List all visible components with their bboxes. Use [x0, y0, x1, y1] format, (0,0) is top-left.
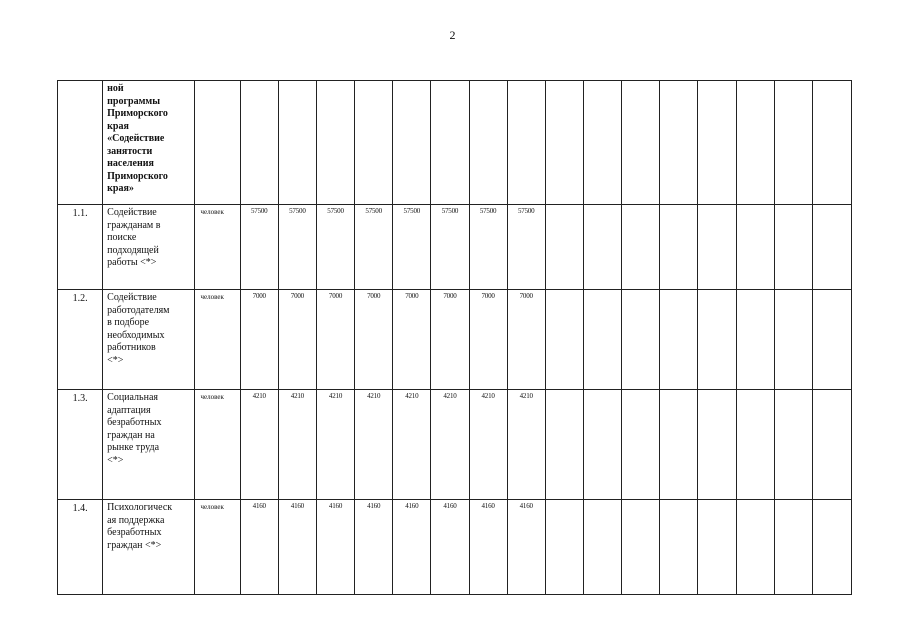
name-line: населения: [107, 158, 154, 169]
empty-cell: [469, 81, 507, 205]
value-cell: 7000: [316, 290, 354, 390]
empty-cell: [698, 500, 736, 595]
name-line: работодателям: [107, 304, 170, 316]
empty-cell: [622, 390, 660, 500]
table-body: [58, 81, 852, 595]
empty-cell: [622, 290, 660, 390]
value-cell: 57500: [316, 205, 354, 290]
value-cell: 4210: [240, 390, 278, 500]
value-cell: 4210: [469, 390, 507, 500]
empty-cell: [736, 390, 774, 500]
empty-cell: [240, 81, 278, 205]
value-cell: 4160: [240, 500, 278, 595]
empty-cell: [774, 390, 812, 500]
empty-cell: [545, 81, 583, 205]
name-line: Приморского: [107, 170, 168, 182]
row-name: [103, 500, 194, 595]
table-row: [58, 205, 852, 290]
row-unit: [194, 81, 240, 205]
row-unit: человек: [194, 205, 240, 290]
name-line: Содействие: [107, 292, 157, 303]
empty-cell: [698, 390, 736, 500]
value-cell: 4160: [469, 500, 507, 595]
table-row: [58, 500, 852, 595]
empty-cell: [812, 500, 851, 595]
row-name: [103, 390, 194, 500]
name-line: в подборе: [107, 317, 150, 328]
name-line: занятости: [107, 145, 153, 157]
row-number: 1.1.: [58, 205, 103, 290]
name-line: безработных: [107, 417, 162, 428]
empty-cell: [736, 290, 774, 390]
value-cell: 4210: [278, 390, 316, 500]
empty-cell: [774, 205, 812, 290]
empty-cell: [583, 205, 621, 290]
empty-cell: [507, 81, 545, 205]
indicators-table: [57, 80, 852, 595]
empty-cell: [698, 205, 736, 290]
value-cell: 4210: [507, 390, 545, 500]
name-line: «Содействие: [107, 133, 165, 144]
value-cell: 4210: [431, 390, 469, 500]
empty-cell: [316, 81, 354, 205]
value-cell: 7000: [393, 290, 431, 390]
value-cell: 4160: [507, 500, 545, 595]
name-line: граждан <*>: [107, 539, 162, 551]
name-line: работников: [107, 342, 156, 353]
value-cell: 7000: [278, 290, 316, 390]
empty-cell: [774, 81, 812, 205]
value-cell: 7000: [507, 290, 545, 390]
name-line: ая поддержка: [107, 514, 165, 526]
value-cell: 4160: [278, 500, 316, 595]
row-name: [103, 81, 194, 205]
empty-cell: [583, 500, 621, 595]
empty-cell: [660, 290, 698, 390]
empty-cell: [545, 205, 583, 290]
empty-cell: [660, 500, 698, 595]
value-cell: 4160: [431, 500, 469, 595]
empty-cell: [393, 81, 431, 205]
value-cell: 7000: [240, 290, 278, 390]
empty-cell: [545, 290, 583, 390]
row-name: [103, 205, 194, 290]
value-cell: 7000: [469, 290, 507, 390]
name-line: Приморского: [107, 108, 168, 119]
empty-cell: [660, 390, 698, 500]
empty-cell: [622, 205, 660, 290]
table-row: [58, 390, 852, 500]
name-line: безработных: [107, 527, 162, 538]
value-cell: 57500: [393, 205, 431, 290]
value-cell: 4210: [355, 390, 393, 500]
empty-cell: [583, 290, 621, 390]
value-cell: 4160: [393, 500, 431, 595]
value-cell: 4210: [316, 390, 354, 500]
empty-cell: [812, 390, 851, 500]
empty-cell: [774, 500, 812, 595]
empty-cell: [660, 205, 698, 290]
name-line: работы <*>: [107, 257, 157, 268]
name-line: Психологическ: [107, 502, 173, 513]
name-line: <*>: [107, 354, 124, 366]
empty-cell: [583, 390, 621, 500]
value-cell: 57500: [507, 205, 545, 290]
table-row: [58, 290, 852, 390]
empty-cell: [812, 81, 851, 205]
value-cell: 7000: [431, 290, 469, 390]
empty-cell: [698, 290, 736, 390]
empty-cell: [622, 500, 660, 595]
value-cell: 4160: [355, 500, 393, 595]
name-line: программы: [107, 95, 161, 107]
value-cell: 57500: [469, 205, 507, 290]
empty-cell: [278, 81, 316, 205]
name-line: края: [107, 120, 129, 132]
value-cell: 57500: [240, 205, 278, 290]
page-number: 2: [449, 28, 456, 42]
empty-cell: [431, 81, 469, 205]
name-line: необходимых: [107, 329, 165, 341]
empty-cell: [736, 81, 774, 205]
name-line: края»: [107, 183, 134, 194]
row-number: 1.3.: [58, 390, 103, 500]
table-row-continuation: [58, 81, 852, 205]
name-line: поиске: [107, 232, 137, 243]
row-number: 1.4.: [58, 500, 103, 595]
name-line: адаптация: [107, 404, 151, 416]
empty-cell: [622, 81, 660, 205]
empty-cell: [660, 81, 698, 205]
value-cell: 57500: [355, 205, 393, 290]
row-unit: человек: [194, 290, 240, 390]
empty-cell: [545, 500, 583, 595]
value-cell: 57500: [278, 205, 316, 290]
value-cell: 4210: [393, 390, 431, 500]
name-line: гражданам в: [107, 219, 161, 231]
name-line: Социальная: [107, 392, 158, 403]
row-name: [103, 290, 194, 390]
empty-cell: [698, 81, 736, 205]
empty-cell: [545, 390, 583, 500]
row-number: 1.2.: [58, 290, 103, 390]
empty-cell: [583, 81, 621, 205]
name-line: подходящей: [107, 244, 159, 256]
row-unit: человек: [194, 500, 240, 595]
empty-cell: [774, 290, 812, 390]
value-cell: 57500: [431, 205, 469, 290]
value-cell: 4160: [316, 500, 354, 595]
empty-cell: [812, 205, 851, 290]
empty-cell: [812, 290, 851, 390]
empty-cell: [355, 81, 393, 205]
value-cell: 7000: [355, 290, 393, 390]
name-line: граждан на: [107, 429, 155, 441]
name-line: рынке труда: [107, 442, 160, 453]
row-unit: человек: [194, 390, 240, 500]
row-number: [58, 81, 103, 205]
empty-cell: [736, 500, 774, 595]
name-line: <*>: [107, 454, 124, 466]
name-line: Содействие: [107, 207, 157, 218]
empty-cell: [736, 205, 774, 290]
name-line: ной: [107, 83, 124, 94]
